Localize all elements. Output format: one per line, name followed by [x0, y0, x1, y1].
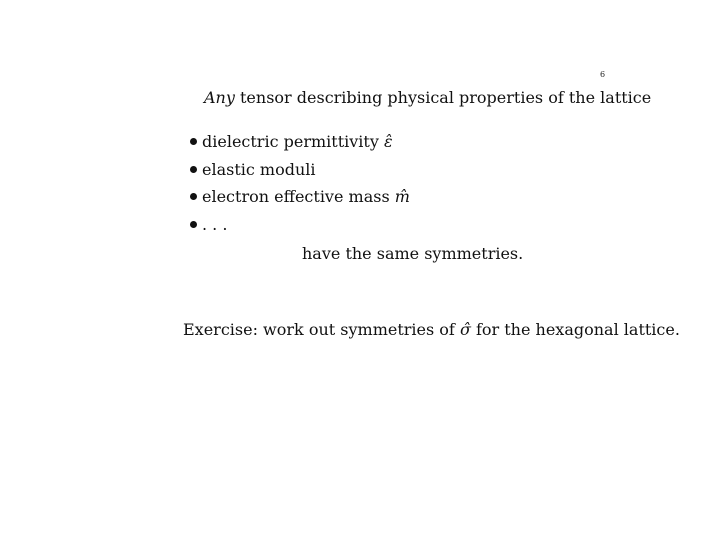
- exercise-math: σ̂: [459, 320, 471, 339]
- page-number: 6: [600, 70, 606, 79]
- exercise-before: Exercise: work out symmetries of: [183, 320, 460, 339]
- bullet-icon: [190, 193, 197, 200]
- headline-text: tensor describing physical properties of the lattice: [234, 88, 652, 107]
- conclusion-text: have the same symmetries.: [302, 244, 524, 263]
- headline: [204, 88, 651, 107]
- exercise-after: for the hexagonal lattice.: [470, 320, 680, 339]
- bullet-icon: [190, 221, 197, 228]
- list-item: [190, 187, 410, 215]
- bullet-text: . . .: [202, 214, 228, 234]
- list-item: [190, 160, 410, 188]
- bullet-text: elastic moduli: [202, 159, 316, 179]
- exercise-text: [183, 320, 680, 339]
- bullet-text: electron effective mass: [202, 187, 395, 206]
- list-item: [190, 132, 410, 160]
- bullet-math: ε̂: [383, 132, 393, 151]
- bullet-icon: [190, 166, 197, 173]
- bullet-list: [190, 132, 410, 242]
- headline-emphasis: Any: [204, 88, 235, 107]
- bullet-icon: [190, 138, 197, 145]
- list-item: [190, 215, 410, 243]
- bullet-text: dielectric permittivity: [202, 132, 384, 151]
- bullet-math: m̂: [394, 187, 410, 206]
